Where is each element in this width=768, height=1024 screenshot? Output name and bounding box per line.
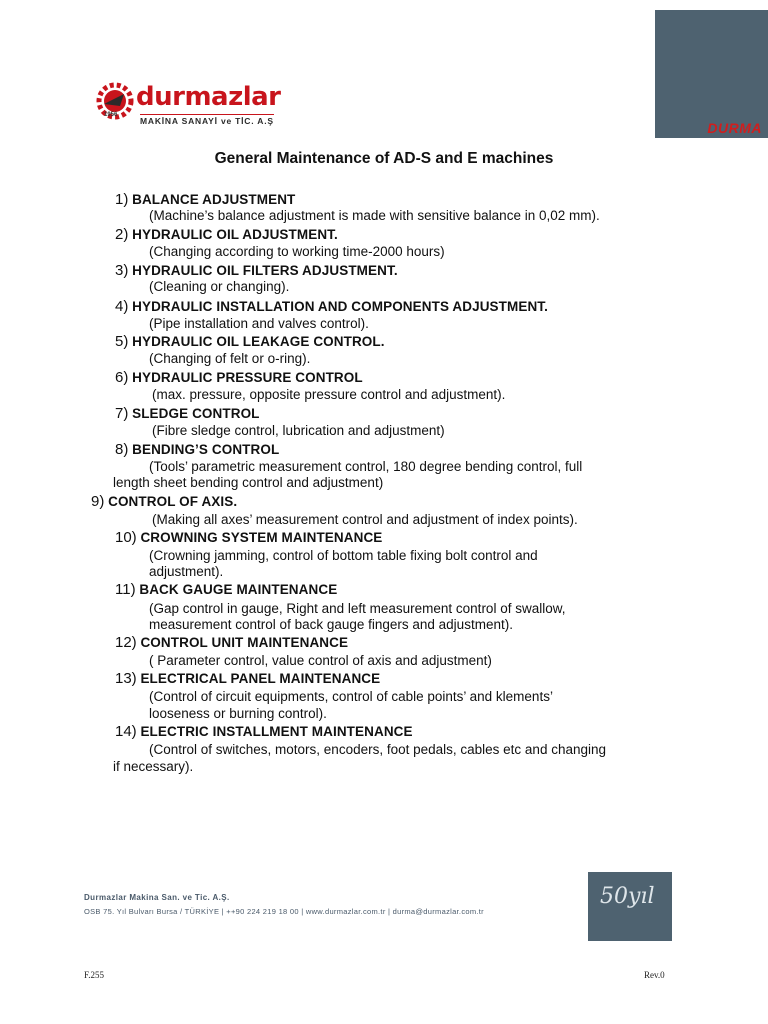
item-number: 3) bbox=[115, 262, 129, 279]
item-description: (Tools’ parametric measurement control, 180 degree bending control, full bbox=[149, 459, 583, 474]
item-description: (Crowning jamming, control of bottom table fixing bolt control and bbox=[149, 548, 538, 563]
item-description: (Cleaning or changing). bbox=[149, 279, 290, 294]
item-description-continued: looseness or burning control). bbox=[149, 706, 327, 721]
footer-company: Durmazlar Makina San. ve Tic. A.Ş. bbox=[84, 893, 230, 902]
item-description: (Pipe installation and valves control). bbox=[149, 316, 369, 331]
item-number: 1) bbox=[115, 191, 129, 208]
item-heading: CONTROL UNIT MAINTENANCE bbox=[140, 635, 349, 650]
item-number: 12) bbox=[115, 634, 137, 651]
list-item-5 bbox=[115, 334, 385, 350]
item-number: 10) bbox=[115, 529, 137, 546]
list-item-6 bbox=[115, 370, 363, 386]
item-number: 8) bbox=[115, 441, 129, 458]
list-item-12 bbox=[115, 635, 348, 651]
brand-name: durmazlar bbox=[136, 82, 281, 112]
item-description-continued: adjustment). bbox=[149, 564, 224, 579]
item-description: ( Parameter control, value control of axis and adjustment) bbox=[149, 653, 492, 668]
form-code: F.255 bbox=[84, 970, 105, 980]
item-heading: HYDRAULIC OIL FILTERS ADJUSTMENT. bbox=[132, 263, 398, 278]
item-number: 4) bbox=[115, 298, 129, 315]
item-description: (max. pressure, opposite pressure control and adjustment). bbox=[152, 387, 506, 402]
item-description: (Machine’s balance adjustment is made with sensitive balance in 0,02 mm). bbox=[149, 208, 600, 223]
list-item-2 bbox=[115, 227, 338, 243]
item-heading: ELECTRIC INSTALLMENT MAINTENANCE bbox=[140, 724, 413, 739]
durma-badge bbox=[655, 10, 768, 138]
list-item-8 bbox=[115, 442, 279, 458]
item-description-continued: if necessary). bbox=[113, 759, 194, 774]
list-item-13 bbox=[115, 671, 380, 687]
durmazlar-logo bbox=[92, 78, 282, 130]
list-item-3 bbox=[115, 263, 398, 279]
list-item-7 bbox=[115, 406, 260, 422]
brand-subtitle: MAKİNA SANAYİ ve TİC. A.Ş bbox=[140, 116, 274, 126]
durma-badge-text: DURMA bbox=[707, 120, 762, 136]
anniversary-badge bbox=[588, 872, 672, 941]
item-description: (Fibre sledge control, lubrication and adjustment) bbox=[152, 423, 445, 438]
item-heading: CONTROL OF AXIS. bbox=[108, 494, 238, 509]
list-item-10 bbox=[115, 530, 382, 546]
list-item-4 bbox=[115, 299, 548, 315]
item-number: 9) bbox=[91, 493, 105, 510]
list-item-11 bbox=[115, 582, 337, 598]
item-description: (Changing according to working time-2000 hours) bbox=[149, 244, 445, 259]
item-heading: HYDRAULIC OIL LEAKAGE CONTROL. bbox=[132, 334, 385, 349]
item-heading: BENDING’S CONTROL bbox=[132, 442, 280, 457]
item-number: 14) bbox=[115, 723, 137, 740]
item-number: 11) bbox=[115, 581, 136, 598]
list-item-1 bbox=[115, 192, 295, 208]
item-description-continued: length sheet bending control and adjustment) bbox=[113, 475, 384, 490]
item-number: 7) bbox=[115, 405, 129, 422]
list-item-9 bbox=[91, 494, 237, 510]
item-heading: ELECTRICAL PANEL MAINTENANCE bbox=[140, 671, 381, 686]
item-description: (Making all axes’ measurement control and adjustment of index points). bbox=[152, 512, 578, 527]
anniversary-text: 50yıl bbox=[600, 884, 655, 909]
item-heading: BACK GAUGE MAINTENANCE bbox=[139, 582, 338, 597]
item-heading: HYDRAULIC INSTALLATION AND COMPONENTS ADJUSTMENT. bbox=[132, 299, 549, 314]
item-number: 6) bbox=[115, 369, 129, 386]
revision-label: Rev.0 bbox=[644, 970, 665, 980]
item-description: (Control of circuit equipments, control of cable points’ and klements’ bbox=[149, 689, 553, 704]
item-description-continued: measurement control of back gauge fingers and adjustment). bbox=[149, 617, 513, 632]
item-heading: SLEDGE CONTROL bbox=[132, 406, 260, 421]
item-heading: HYDRAULIC PRESSURE CONTROL bbox=[132, 370, 363, 385]
item-description: (Gap control in gauge, Right and left measurement control of swallow, bbox=[149, 601, 566, 616]
item-heading: HYDRAULIC OIL ADJUSTMENT. bbox=[132, 227, 338, 242]
item-description: (Control of switches, motors, encoders, foot pedals, cables etc and changing bbox=[149, 742, 606, 757]
item-description: (Changing of felt or o-ring). bbox=[149, 351, 311, 366]
item-heading: CROWNING SYSTEM MAINTENANCE bbox=[140, 530, 383, 545]
item-number: 2) bbox=[115, 226, 129, 243]
page-title: General Maintenance of AD-S and E machines bbox=[214, 150, 554, 167]
logo-year: 1956 bbox=[104, 112, 118, 118]
item-heading: BALANCE ADJUSTMENT bbox=[132, 192, 296, 207]
item-number: 13) bbox=[115, 670, 137, 687]
footer-address: OSB 75. Yıl Bulvarı Bursa / TÜRKİYE | ++90 224 219 18 00 | www.durmazlar.com.tr | durma@durmazlar.com.tr bbox=[84, 907, 484, 916]
list-item-14 bbox=[115, 724, 413, 740]
item-number: 5) bbox=[115, 333, 129, 350]
